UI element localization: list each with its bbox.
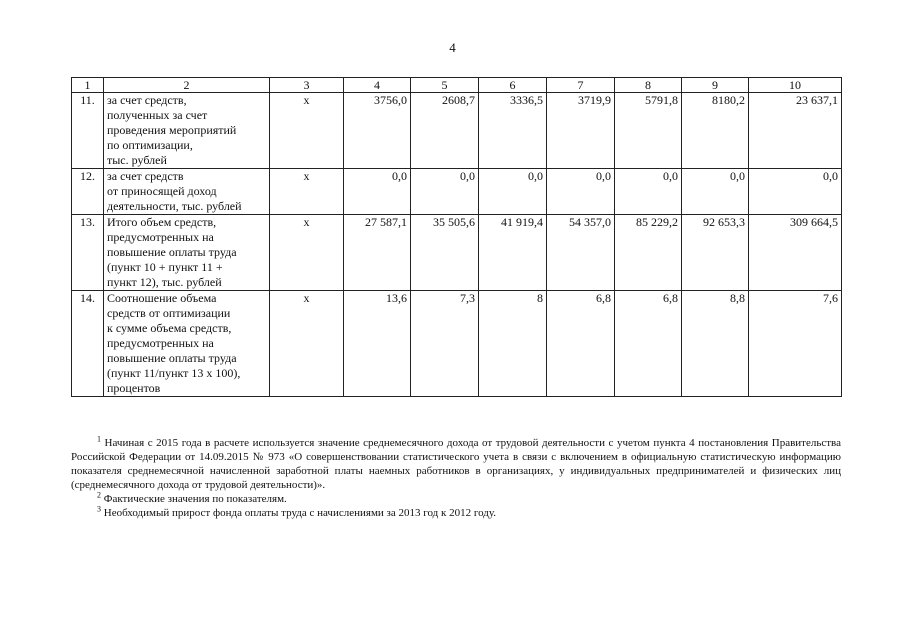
column-header: 4 — [344, 78, 411, 93]
column-header: 9 — [682, 78, 749, 93]
value-cell: 23 637,1 — [749, 93, 842, 169]
indicator-table — [71, 77, 842, 397]
column-header: 10 — [749, 78, 842, 93]
description-line: по оптимизации, — [107, 138, 193, 152]
value-cell: 8,8 — [682, 291, 749, 397]
description-line: процентов — [107, 381, 161, 395]
value-cell: 85 229,2 — [615, 215, 682, 291]
value-cell: 2608,7 — [411, 93, 479, 169]
table-row — [72, 93, 842, 169]
table-row — [72, 169, 842, 215]
value-cell: 13,6 — [344, 291, 411, 397]
description-line: деятельности, тыс. рублей — [107, 199, 242, 213]
description-line: за счет средств, — [107, 93, 187, 107]
table-row — [72, 291, 842, 397]
row-description — [104, 215, 270, 291]
description-line: к сумме объема средств, — [107, 321, 232, 335]
description-line: предусмотренных на — [107, 230, 214, 244]
value-cell: 6,8 — [547, 291, 615, 397]
value-cell: 3336,5 — [479, 93, 547, 169]
description-line: пункт 12), тыс. рублей — [107, 275, 222, 289]
value-cell: 6,8 — [615, 291, 682, 397]
footnote-text: Фактические значения по показателям. — [103, 493, 287, 505]
value-cell: 7,6 — [749, 291, 842, 397]
value-cell: 54 357,0 — [547, 215, 615, 291]
unit-cell: x — [270, 215, 344, 291]
description-line: (пункт 11/пункт 13 x 100), — [107, 366, 241, 380]
description-line: Итого объем средств, — [107, 215, 217, 229]
unit-cell: x — [270, 93, 344, 169]
footnote-mark: 1 — [97, 434, 101, 444]
column-header: 6 — [479, 78, 547, 93]
value-cell: 5791,8 — [615, 93, 682, 169]
column-header: 8 — [615, 78, 682, 93]
page-number: 4 — [449, 40, 456, 55]
column-header: 5 — [411, 78, 479, 93]
value-cell: 41 919,4 — [479, 215, 547, 291]
description-line: предусмотренных на — [107, 336, 214, 350]
value-cell: 8 — [479, 291, 547, 397]
value-cell: 92 653,3 — [682, 215, 749, 291]
description-line: повышение оплаты труда — [107, 245, 237, 259]
unit-cell: x — [270, 291, 344, 397]
value-cell: 3756,0 — [344, 93, 411, 169]
value-cell: 309 664,5 — [749, 215, 842, 291]
row-description — [104, 93, 270, 169]
footnotes — [71, 436, 841, 520]
unit-cell: x — [270, 169, 344, 215]
value-cell: 8180,2 — [682, 93, 749, 169]
column-header: 2 — [104, 78, 270, 93]
value-cell: 0,0 — [547, 169, 615, 215]
description-line: тыс. рублей — [107, 153, 167, 167]
footnote-text: Начиная с 2015 года в расчете используется значение среднемесячного дохода от трудовой деятельности с учетом пункта 4 постановления Правительства Российской Федерации от 14.09.2015 № 973 «О совершенствовании статистического учета в связи с включением в официальную статистическую информацию показателя среднемесячной начисленной заработной платы наемных работников в организациях, у индивидуальных предпринимателей и физических лиц (среднемесячного дохода от трудовой деятельности)». — [71, 437, 841, 491]
footnote-mark: 3 — [97, 504, 101, 514]
description-line: повышение оплаты труда — [107, 351, 237, 365]
footnote — [71, 506, 841, 520]
footnote — [71, 492, 841, 506]
row-number: 13. — [72, 215, 104, 291]
footnote-mark: 2 — [97, 490, 101, 500]
row-number: 12. — [72, 169, 104, 215]
column-header: 1 — [72, 78, 104, 93]
footnote — [71, 436, 841, 492]
row-description — [104, 291, 270, 397]
value-cell: 27 587,1 — [344, 215, 411, 291]
row-number: 14. — [72, 291, 104, 397]
description-line: от приносящей доход — [107, 184, 217, 198]
description-line: средств от оптимизации — [107, 306, 231, 320]
column-header: 3 — [270, 78, 344, 93]
value-cell: 0,0 — [615, 169, 682, 215]
value-cell: 0,0 — [479, 169, 547, 215]
value-cell: 35 505,6 — [411, 215, 479, 291]
value-cell: 0,0 — [344, 169, 411, 215]
description-line: за счет средств — [107, 169, 184, 183]
column-header: 7 — [547, 78, 615, 93]
value-cell: 0,0 — [749, 169, 842, 215]
header-row — [72, 78, 842, 93]
value-cell: 3719,9 — [547, 93, 615, 169]
row-number: 11. — [72, 93, 104, 169]
value-cell: 7,3 — [411, 291, 479, 397]
row-description — [104, 169, 270, 215]
description-line: Соотношение объема — [107, 291, 217, 305]
description-line: проведения мероприятий — [107, 123, 237, 137]
footnote-text: Необходимый прирост фонда оплаты труда с начислениями за 2013 год к 2012 году. — [103, 507, 497, 519]
description-line: (пункт 10 + пункт 11 + — [107, 260, 223, 274]
value-cell: 0,0 — [411, 169, 479, 215]
description-line: полученных за счет — [107, 108, 208, 122]
table-row — [72, 215, 842, 291]
value-cell: 0,0 — [682, 169, 749, 215]
